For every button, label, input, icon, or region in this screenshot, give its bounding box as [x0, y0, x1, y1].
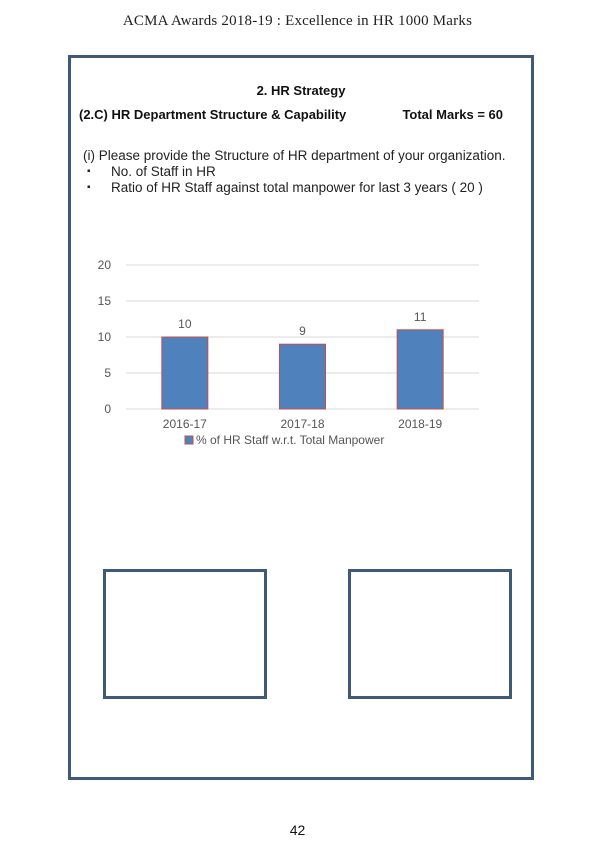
total-marks: Total Marks = 60	[402, 107, 503, 122]
y-tick-label: 5	[104, 366, 111, 380]
legend-label: % of HR Staff w.r.t. Total Manpower	[196, 433, 385, 447]
data-label: 9	[299, 324, 306, 339]
bullet-icon: ▪	[87, 166, 91, 177]
question-intro: (i) Please provide the Structure of HR department of your organization.	[83, 148, 506, 163]
y-tick-label: 0	[104, 402, 111, 416]
bullet-item	[83, 180, 505, 196]
bullet-text: Ratio of HR Staff against total manpower for last 3 years ( 20 )	[111, 180, 483, 195]
x-tick-label: 2016-17	[162, 417, 207, 431]
image-placeholder-left	[103, 569, 267, 699]
x-tick-label: 2018-19	[398, 417, 443, 431]
bullet-icon: ▪	[87, 182, 91, 193]
bar	[397, 330, 443, 409]
legend-swatch	[185, 436, 193, 444]
question-block	[83, 148, 505, 196]
section-title: 2. HR Strategy	[256, 83, 346, 98]
bar	[280, 344, 326, 409]
bar	[162, 337, 208, 409]
y-tick-label: 15	[97, 294, 111, 308]
bullet-item	[83, 164, 505, 180]
y-tick-label: 20	[97, 258, 111, 272]
data-label: 11	[413, 309, 427, 324]
bar-chart	[89, 256, 509, 466]
page-header: ACMA Awards 2018-19 : Excellence in HR 1000 Marks	[122, 13, 473, 29]
data-label: 10	[178, 317, 192, 331]
section-subtitle: (2.C) HR Department Structure & Capability	[79, 107, 347, 122]
bullet-text: No. of Staff in HR	[111, 164, 216, 179]
page-number: 42	[289, 822, 306, 838]
x-tick-label: 2017-18	[280, 417, 325, 431]
image-placeholder-right	[348, 569, 512, 699]
y-tick-label: 10	[97, 330, 111, 344]
content-frame	[68, 55, 534, 780]
